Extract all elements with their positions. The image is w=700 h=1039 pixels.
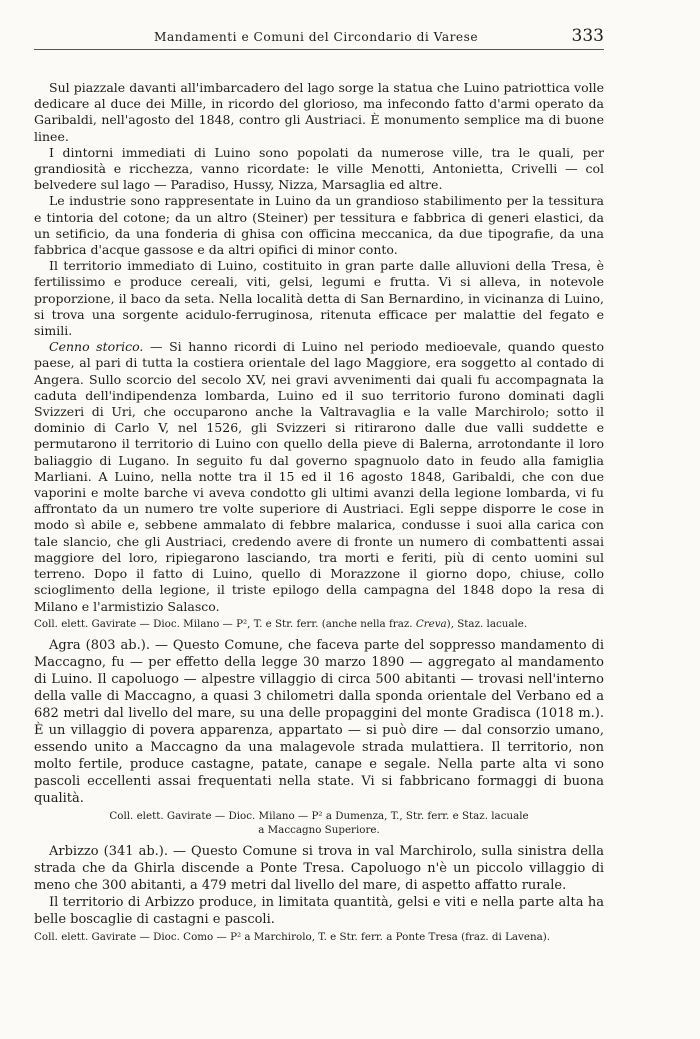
- coll-luino-tail: ), Staz. lacuale.: [446, 617, 528, 630]
- paragraph-territorio: Il territorio immediato di Luino, costituito in gran parte dalle alluvioni della Tresa, è fertilissimo e produce cereali, viti, gelsi, legumi e frutta. Vi si alleva, in notevole proporzione, il baco da seta. Nella località detta di San Bernardino, in vicinanza di Luino, si trova una sorgente acidulo-ferruginosa, ritenuta efficace per malattie del fegato e simili.: [34, 258, 604, 339]
- coll-agra: [34, 809, 604, 837]
- coll-luino-text: Coll. elett. Gavirate — Dioc. Milano — P², T. e Str. ferr. (anche nella fraz.: [34, 617, 416, 630]
- coll-agra-line1: Coll. elett. Gavirate — Dioc. Milano — P² a Dumenza, T., Str. ferr. e Staz. lacuale: [109, 809, 529, 822]
- paragraph-statua: Sul piazzale davanti all'imbarcadero del lago sorge la statua che Luino patriottica volle dedicare al duce dei Mille, in ricordo del glorioso, ma infecondo fatto d'armi operato da Garibaldi, nell'agosto del 1848, contro gli Austriaci. È monumento semplice ma di buone linee.: [34, 80, 604, 144]
- paragraph-dintorni: I dintorni immediati di Luino sono popolati da numerose ville, tra le quali, per grandiosità e ricchezza, vanno ricordate: le ville Menotti, Antonietta, Crivelli — col belvedere sul lago — Paradiso, Hussy, Nizza, Marsaglia ed altre.: [34, 144, 604, 193]
- coll-luino: [34, 617, 604, 631]
- entry-arbizzo-territorio: Il territorio di Arbizzo produce, in limitata quantità, gelsi e viti e nella parte alta ha belle boscaglie di castagni e pascoli.: [34, 894, 604, 927]
- coll-luino-frazione: Creva: [415, 617, 447, 630]
- cenno-storico-text: — Si hanno ricordi di Luino nel periodo medioevale, quando questo paese, al pari di tutta la costiera orientale del lago Maggiore, era soggetto al contado di Angera. Sullo scorcio del secolo XV, nei gravi avvenimenti dai quali fu accompagnata la caduta dell'indipendenza lombarda, Luino ed il suo territorio furono dominati dagli Svizzeri di Uri, che occuparono anche la Valtravaglia e la valle Marchirolo; sotto il dominio di Carlo V, nel 1526, gli Svizzeri si ritirarono dalle due valli suddette e permutarono il territorio di Luino con quello della pieve di Balerna, arrotondante il loro baliaggio di Lugano. In seguito fu dal governo spagnuolo dato in feudo alla famiglia Marliani. A Luino, nella notte tra il 15 ed il 16 agosto 1848, Garibaldi, che con due vaporini e molte barche vi aveva condotto gli ultimi avanzi della legione lombarda, vi fu affrontato da un numero tre volte superiore di Austriaci. Egli seppe disporre le cose in modo sì abile e, sebbene ammalato di febbre malarica, condusse i suoi alla carica con tale slancio, che gli Austriaci, credendo avere di fronte un numero di combattenti assai maggiore del loro, ripiegarono lasciando, tra morti e feriti, più di cento uomini sul terreno. Dopo il fatto di Luino, quello di Morazzone il giorno dopo, chiuse, collo scioglimento della legione, il triste epilogo della campagna del 1848 dopo la resa di Milano e l'armistizio Salasco.: [34, 339, 604, 614]
- entry-agra: Agra (803 ab.). — Questo Comune, che faceva parte del soppresso mandamento di Maccagno, fu — per effetto della legge 30 marzo 1890 — aggregato al mandamento di Luino. Il capoluogo — alpestre villaggio di circa 500 abitanti — trovasi nell'interno della valle di Maccagno, a quasi 3 chilometri dalla sponda orientale del Verbano ed a 682 metri dal livello del mare, su una delle propaggini del monte Gradisca (1018 m.). È un villaggio di povera apparenza, appartato — si può dire — dal consorzio umano, essendo unito a Maccagno da una malagevole strada mulattiera. Il territorio, non molto fertile, produce castagne, patate, canape e segale. Nella parte alta vi sono pascoli eccellenti assai frequentati nella state. Vi si fabbricano formaggi di buona qualità.: [34, 637, 604, 806]
- paragraph-cenno-storico: [34, 339, 604, 614]
- running-title: Mandamenti e Comuni del Circondario di Varese: [154, 30, 479, 44]
- paragraph-industrie: Le industrie sono rappresentate in Luino da un grandioso stabilimento per la tessitura e tintoria del cotone; da un altro (Steiner) per tessitura e fabbrica di generi elastici, da un setificio, da una fonderia di ghisa con officina meccanica, da due tipografie, da una fabbrica d'acque gassose e da altri opifici di minor conto.: [34, 193, 604, 258]
- page-body: [34, 80, 604, 944]
- cenno-storico-label: Cenno storico.: [49, 339, 144, 355]
- page-number: 333: [571, 26, 604, 46]
- entry-arbizzo: Arbizzo (341 ab.). — Questo Comune si trova in val Marchirolo, sulla sinistra della strada che da Ghirla discende a Ponte Tresa. Capoluogo n'è un piccolo villaggio di meno che 300 abitanti, a 479 metri dal livello del mare, di aspetto affatto rurale.: [34, 843, 604, 893]
- page: [34, 26, 604, 950]
- coll-arbizzo: Coll. elett. Gavirate — Dioc. Como — P² a Marchirolo, T. e Str. ferr. a Ponte Tresa (fraz. di Lavena).: [34, 930, 551, 943]
- page-header: [34, 26, 604, 50]
- coll-agra-line2: a Maccagno Superiore.: [258, 823, 380, 836]
